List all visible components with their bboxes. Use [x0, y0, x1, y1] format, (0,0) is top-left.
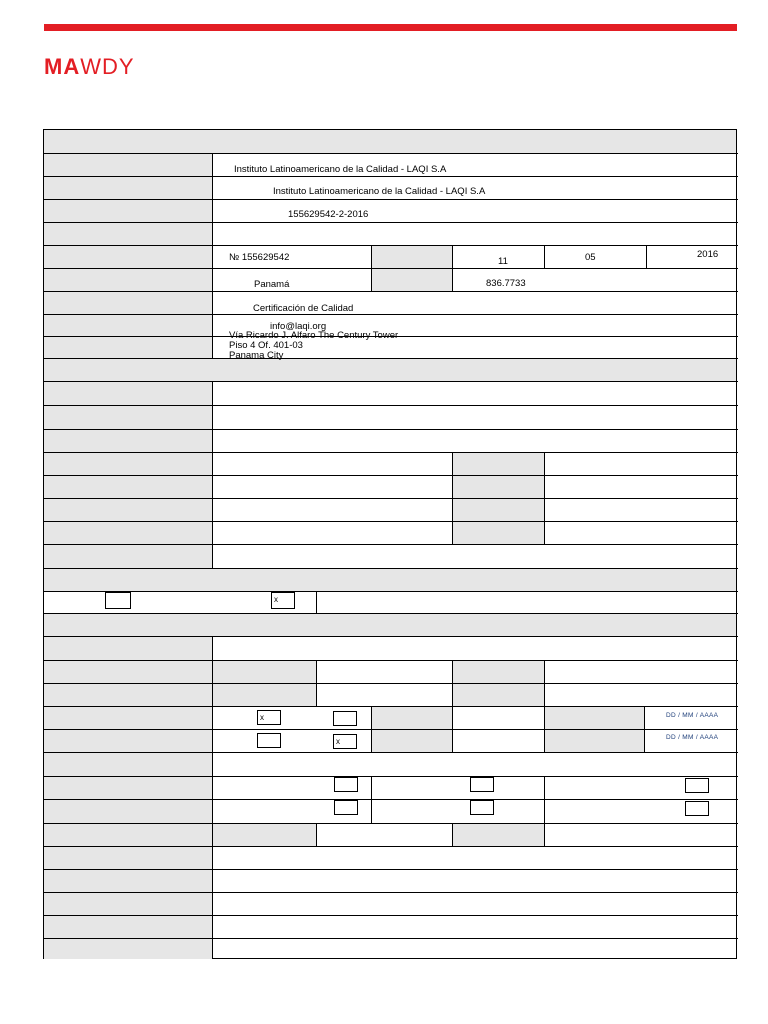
checkbox-row2-second[interactable]: x [333, 734, 357, 749]
date-day[interactable]: 11 [498, 256, 508, 267]
date-month[interactable]: 05 [585, 252, 596, 263]
top-accent-bar [44, 24, 737, 31]
address-line-3[interactable]: Panama City [229, 350, 284, 361]
label-column-3 [44, 636, 212, 959]
section-header-2 [44, 358, 736, 381]
checkbox-c2[interactable] [685, 801, 709, 816]
country[interactable]: Panamá [254, 279, 290, 290]
date-year[interactable]: 2016 [697, 249, 719, 260]
checkbox-option-a[interactable] [105, 592, 131, 609]
checkbox-b2[interactable] [470, 800, 494, 815]
checkbox-a2[interactable] [334, 800, 358, 815]
tax-id[interactable]: 155629542-2-2016 [288, 209, 369, 220]
email[interactable]: info@laqi.org [270, 321, 327, 332]
address-line-2[interactable]: Piso 4 Of. 401-03 [229, 340, 303, 351]
label-cell [213, 823, 316, 846]
registration-number[interactable]: № 155629542 [229, 252, 290, 263]
institution-name[interactable]: Instituto Latinoamericano de la Calidad - LAQI S.A [234, 164, 447, 175]
section-header-1 [44, 130, 736, 153]
checkbox-b1[interactable] [470, 777, 494, 792]
checkbox-row1-second[interactable] [333, 711, 357, 726]
section-header-3 [44, 568, 736, 591]
mawdy-logo: MAWDY [44, 54, 135, 79]
label-cell [452, 823, 544, 846]
legal-name[interactable]: Instituto Latinoamericano de la Calidad - LAQI S.A [273, 186, 486, 197]
application-form [43, 129, 737, 959]
activity[interactable]: Certificación de Calidad [253, 303, 354, 314]
date-format-hint-1: DD / MM / AAAA [666, 712, 719, 719]
checkbox-a1[interactable] [334, 777, 358, 792]
address-line-1[interactable]: Vía Ricardo J. Alfaro The Century Tower [229, 330, 399, 341]
checkbox-c1[interactable] [685, 778, 709, 793]
checkbox-option-b[interactable]: x [271, 592, 295, 609]
date-format-hint-2: DD / MM / AAAA [666, 734, 719, 741]
checkbox-row2-first[interactable] [257, 733, 281, 748]
section-header-4 [44, 613, 736, 636]
phone[interactable]: 836.7733 [486, 278, 526, 289]
label-column-1 [44, 153, 212, 358]
checkbox-row1-first[interactable]: x [257, 710, 281, 725]
